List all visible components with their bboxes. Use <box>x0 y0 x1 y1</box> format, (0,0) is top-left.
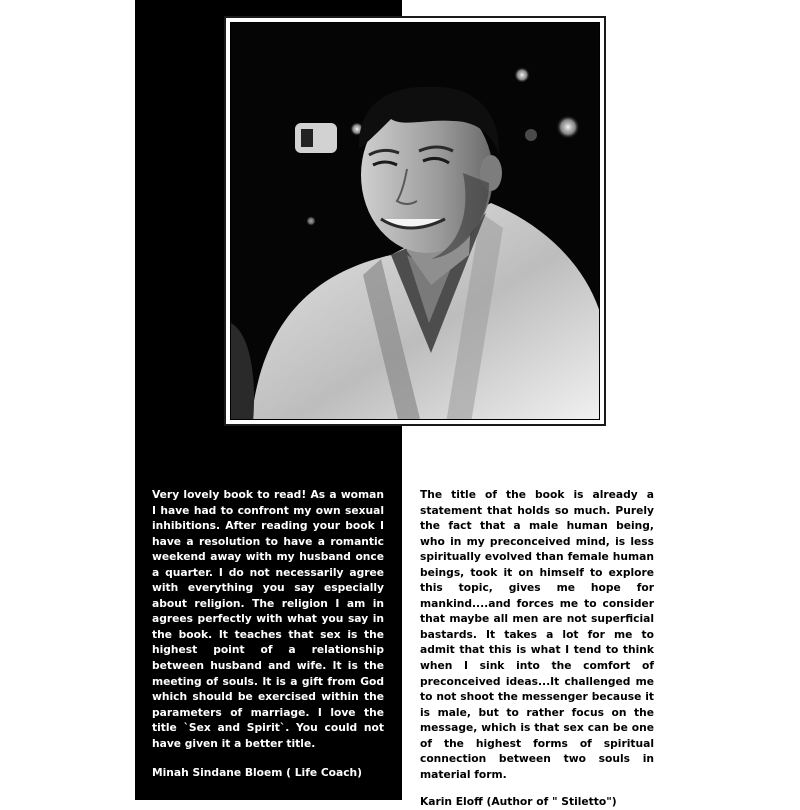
testimonial-author: Minah Sindane Bloem ( Life Coach) <box>152 766 363 780</box>
author-photo-frame <box>224 16 606 426</box>
testimonial-author: Karin Eloff (Author of " Stiletto") <box>420 795 617 809</box>
author-portrait-image <box>231 23 600 420</box>
testimonial-right <box>420 487 654 810</box>
author-photo <box>230 22 600 420</box>
testimonial-left <box>152 487 384 781</box>
testimonial-text: Very lovely book to read! As a woman I have had to confront my own sexual inhibitions. After reading your book I have a resolution to have a romantic weekend away with my husband once a quarter. I do not necessarily agree with everything you say especially about religion. The religion I am in agrees perfectly with what you say in the book. It teaches that sex is the highest point of a relationship between husband and wife. It is the meeting of souls. It is a gift from God which should be exercised within the parameters of marriage. I love the title `Sex and Spirit`. You could not have given it a better title. <box>152 488 384 750</box>
testimonial-text: The title of the book is already a statement that holds so much. Purely the fact that a male human being, who in my preconceived mind, is less spiritually evolved than female human beings, took it on himself to explore this topic, gives me hope for mankind....and forces me to consider that maybe all men are not superficial bastards. It takes a lot for me to admit that this is what I tend to think when I sink into the comfort of preconceived ideas...It challenged me to not shoot the messenger because it is male, but to rather focus on the message, which is that sex can be one of the highest forms of spiritual connection between two souls in material form. <box>420 488 654 781</box>
